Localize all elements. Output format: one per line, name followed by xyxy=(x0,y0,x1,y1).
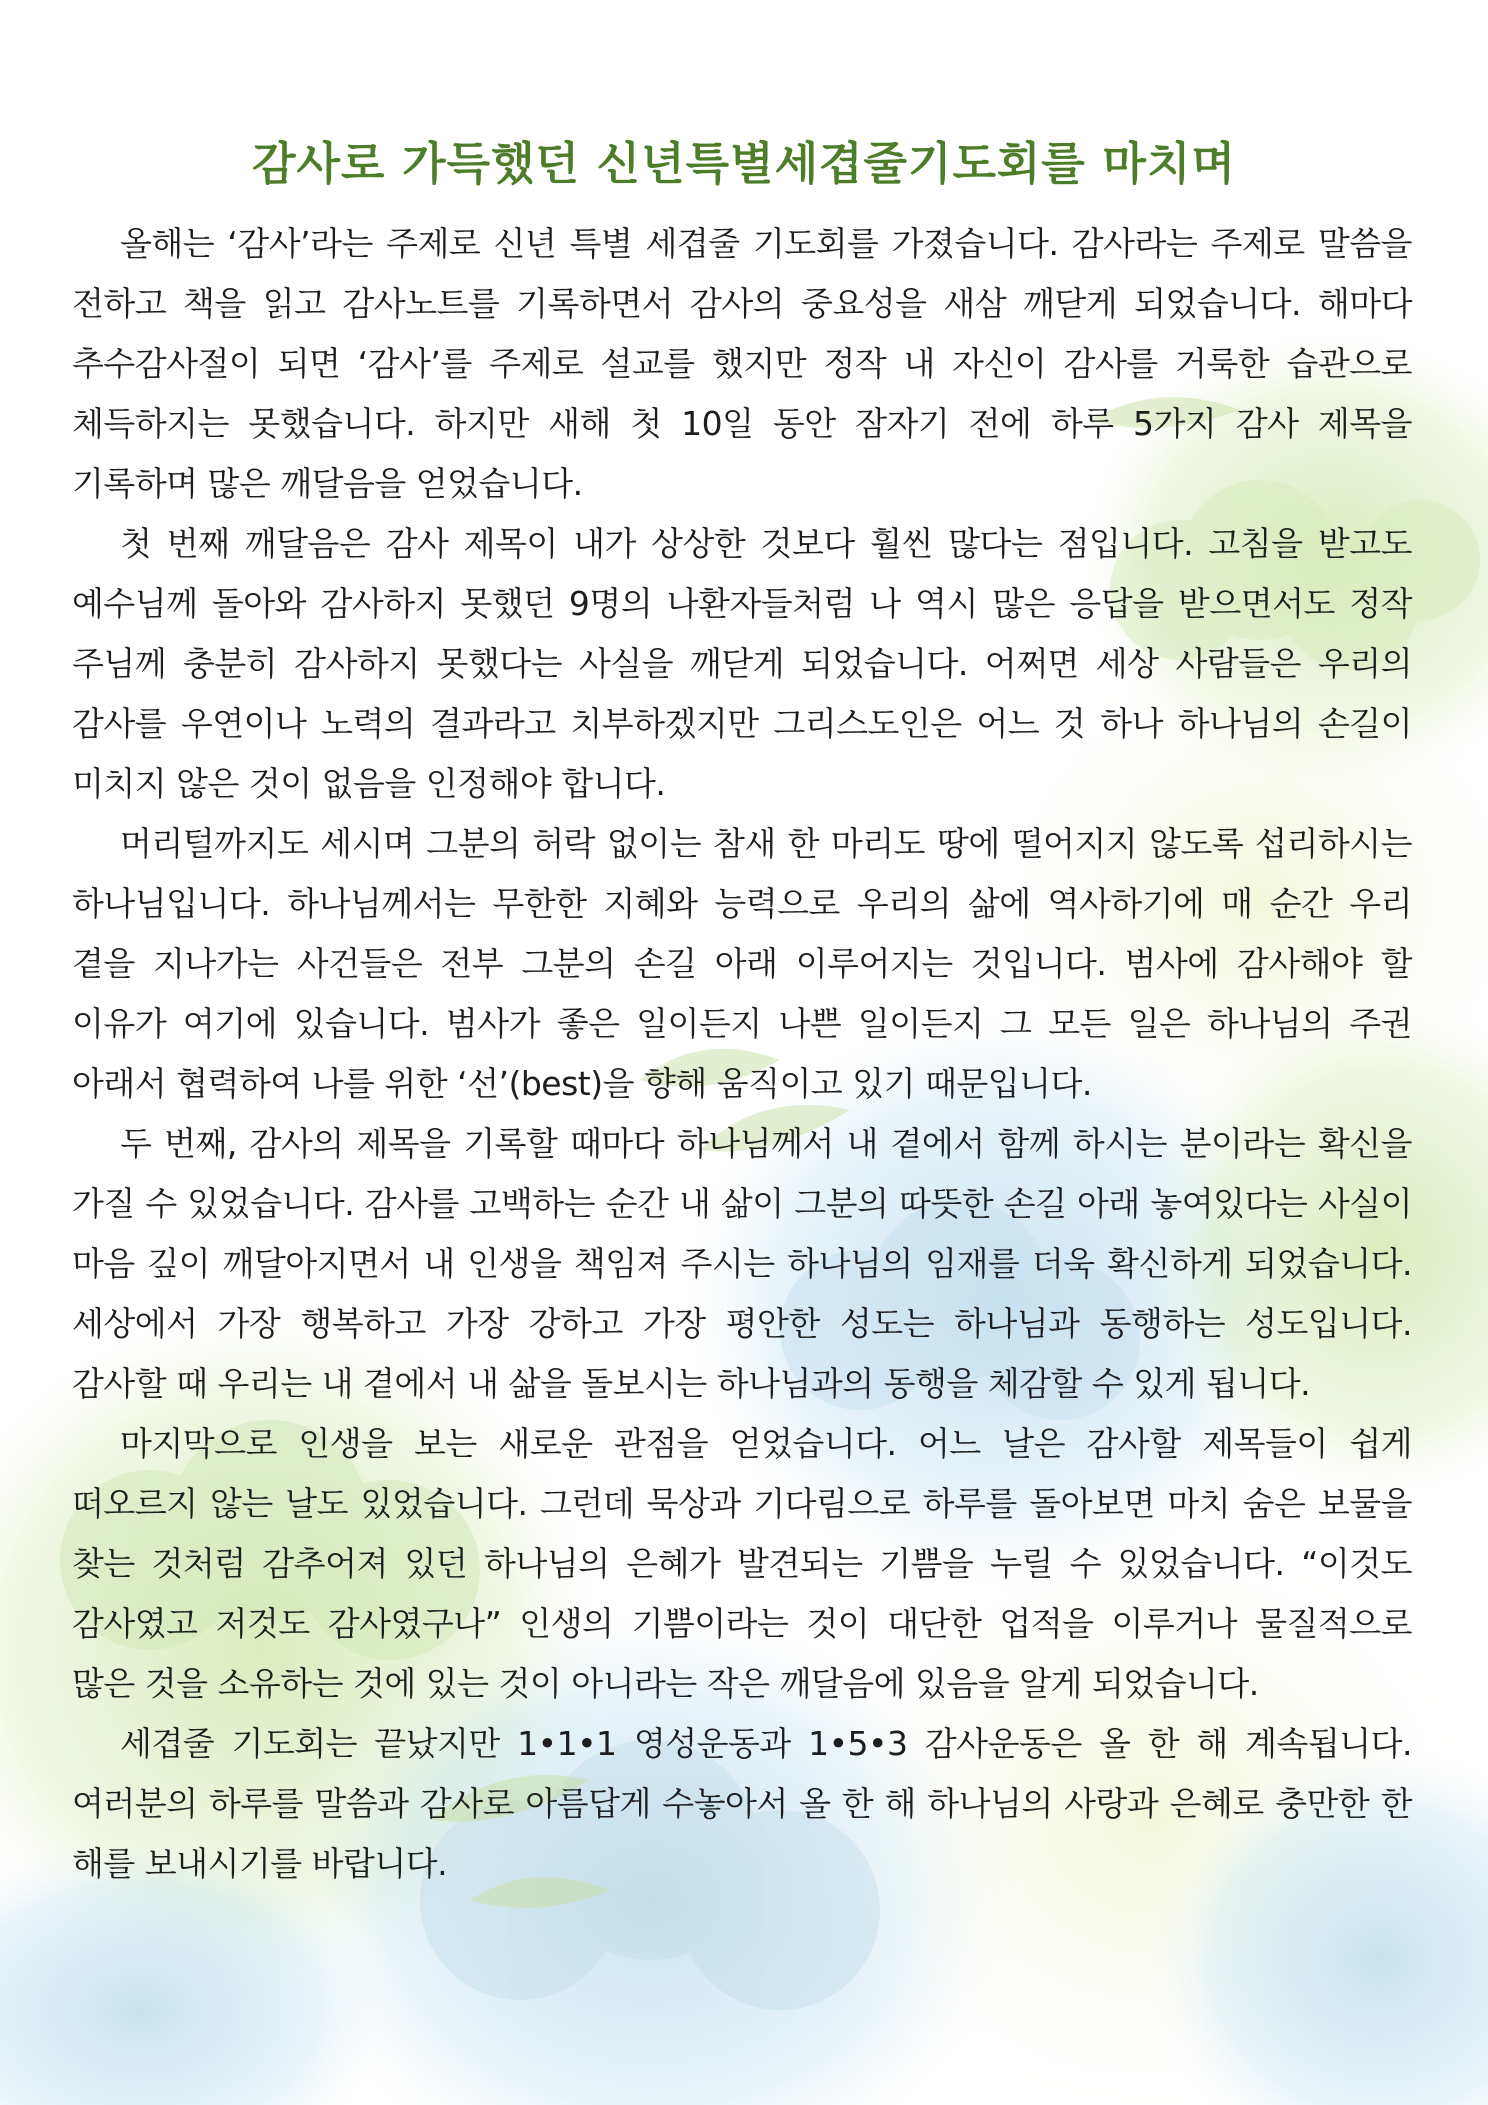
paragraph-5: 마지막으로 인생을 보는 새로운 관점을 얻었습니다. 어느 날은 감사할 제목들이 쉽게 떠오르지 않는 날도 있었습니다. 그런데 묵상과 기다림으로 하루를 돌아보면 마치 숨은 보물을 찾는 것처럼 감추어져 있던 하나님의 은혜가 발견되는 기쁨을 누릴 수 있었습니다. “이것도 감사였고 저것도 감사였구나” 인생의 기쁨이라는 것이 대단한 업적을 이루거나 물질적으로 많은 것을 소유하는 것에 있는 것이 아니라는 작은 깨달음에 있음을 알게 되었습니다. xyxy=(72,1424,1412,1703)
paragraph-3: 머리털까지도 세시며 그분의 허락 없이는 참새 한 마리도 땅에 떨어지지 않도록 섭리하시는 하나님입니다. 하나님께서는 무한한 지혜와 능력으로 우리의 삶에 역사하기에 매 순간 우리 곁을 지나가는 사건들은 전부 그분의 손길 아래 이루어지는 것입니다. 범사에 감사해야 할 이유가 여기에 있습니다. 범사가 좋은 일이든지 나쁜 일이든지 그 모든 일은 하나님의 주권 아래서 협력하여 나를 위한 ‘선’(best)을 향해 움직이고 있기 때문입니다. xyxy=(72,824,1412,1103)
page-title: 감사로 가득했던 신년특별세겹줄기도회를 마치며 xyxy=(252,137,1236,190)
article-body xyxy=(72,214,1412,1894)
paragraph-6: 세겹줄 기도회는 끝났지만 1•1•1 영성운동과 1•5•3 감사운동은 올 한 해 계속됩니다. 여러분의 하루를 말씀과 감사로 아름답게 수놓아서 올 한 해 하나님의 사랑과 은혜로 충만한 한 해를 보내시기를 바랍니다. xyxy=(72,1724,1412,1883)
paragraph-4: 두 번째, 감사의 제목을 기록할 때마다 하나님께서 내 곁에서 함께 하시는 분이라는 확신을 가질 수 있었습니다. 감사를 고백하는 순간 내 삶이 그분의 따뜻한 손길 아래 놓여있다는 사실이 마음 깊이 깨달아지면서 내 인생을 책임져 주시는 하나님의 임재를 더욱 확신하게 되었습니다. 세상에서 가장 행복하고 가장 강하고 가장 평안한 성도는 하나님과 동행하는 성도입니다. 감사할 때 우리는 내 곁에서 내 삶을 돌보시는 하나님과의 동행을 체감할 수 있게 됩니다. xyxy=(72,1124,1412,1403)
paragraph-2: 첫 번째 깨달음은 감사 제목이 내가 상상한 것보다 훨씬 많다는 점입니다. 고침을 받고도 예수님께 돌아와 감사하지 못했던 9명의 나환자들처럼 나 역시 많은 응답을 받으면서도 정작 주님께 충분히 감사하지 못했다는 사실을 깨닫게 되었습니다. 어쩌면 세상 사람들은 우리의 감사를 우연이나 노력의 결과라고 치부하겠지만 그리스도인은 어느 것 하나 하나님의 손길이 미치지 않은 것이 없음을 인정해야 합니다. xyxy=(72,524,1412,803)
paragraph-1: 올해는 ‘감사’라는 주제로 신년 특별 세겹줄 기도회를 가졌습니다. 감사라는 주제로 말씀을 전하고 책을 읽고 감사노트를 기록하면서 감사의 중요성을 새삼 깨닫게 되었습니다. 해마다 추수감사절이 되면 ‘감사’를 주제로 설교를 했지만 정작 내 자신이 감사를 거룩한 습관으로 체득하지는 못했습니다. 하지만 새해 첫 10일 동안 잠자기 전에 하루 5가지 감사 제목을 기록하며 많은 깨달음을 얻었습니다. xyxy=(72,224,1412,503)
